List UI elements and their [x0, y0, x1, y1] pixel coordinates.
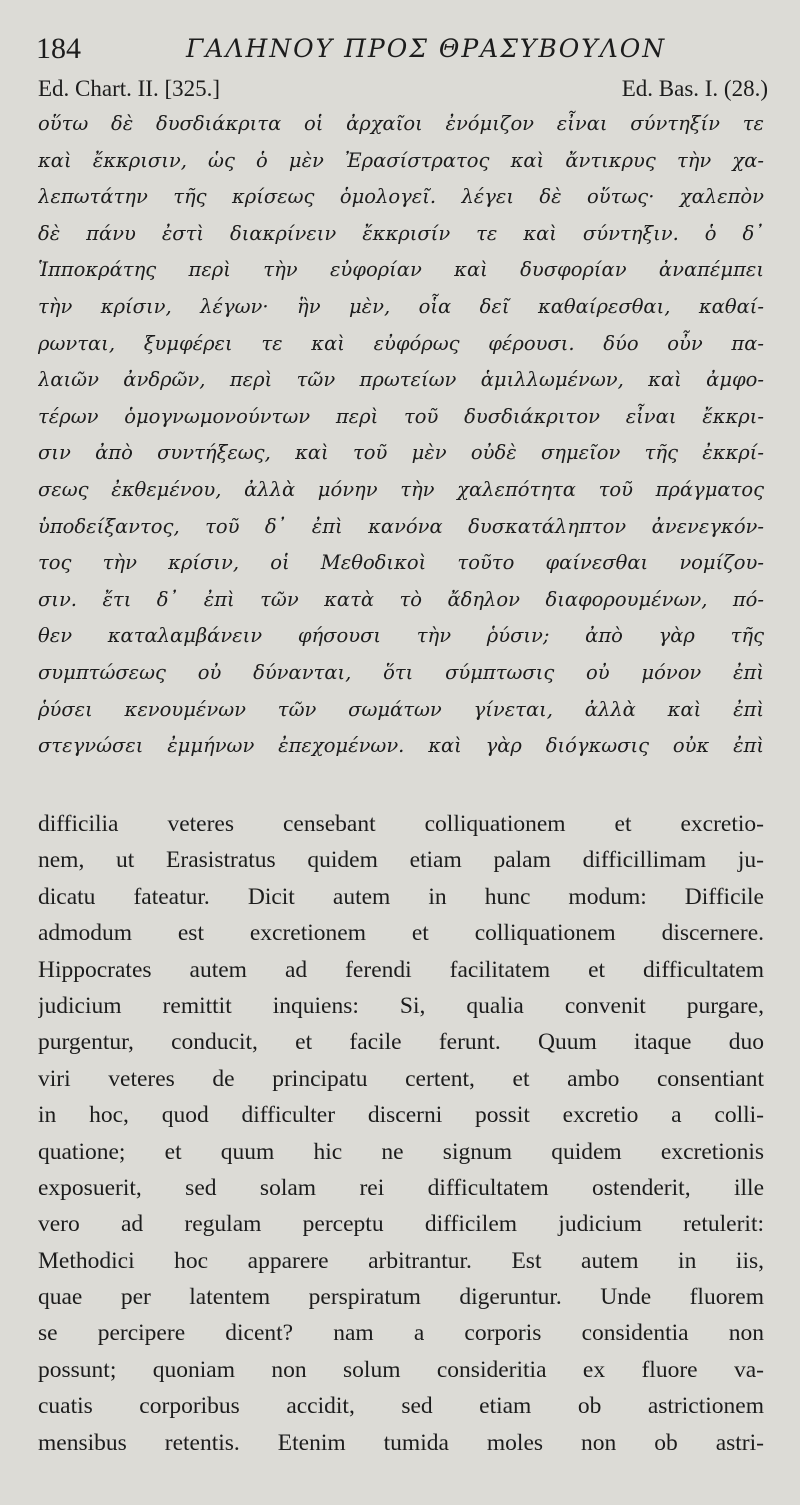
greek-text-line: συμπτώσεως οὐ δύνανται, ὅτι σύμπτωσις οὐ μόνον ἐπὶ: [38, 660, 764, 684]
latin-text-line: se percipere dicent? nam a corporis considentia non: [38, 1320, 764, 1347]
greek-text-line: σεως ἐκθεμένου, ἀλλὰ μόνην τὴν χαλεπότητα τοῦ πράγματος: [38, 477, 764, 501]
greek-text-line: Ἱπποκράτης περὶ τὴν εὐφορίαν καὶ δυσφορίαν ἀναπέμπει: [38, 258, 764, 282]
latin-text-line: dicatu fateatur. Dicit autem in hunc modum: Difficile: [38, 883, 764, 910]
latin-text-line: nem, ut Erasistratus quidem etiam palam difficillimam ju-: [38, 847, 764, 874]
greek-text-line: σιν ἀπὸ συντήξεως, καὶ τοῦ μὲν οὐδὲ σημεῖον τῆς ἐκκρί-: [38, 441, 764, 465]
greek-text-line: οὕτω δὲ δυσδιάκριτα οἱ ἀρχαῖοι ἐνόμιζον εἶναι σύντηξίν τε: [38, 112, 764, 135]
latin-text-line: quatione; et quum hic ne signum quidem excretionis: [38, 1138, 764, 1165]
greek-text-line: στεγνώσει ἐμμήνων ἐπεχομένων. καὶ γὰρ διόγκωσις οὐκ ἐπὶ: [38, 734, 764, 758]
latin-text-line: mensibus retentis. Etenim tumida moles non ob astri-: [38, 1429, 764, 1456]
greek-text-line: δὲ πάνυ ἐστὶ διακρίνειν ἔκκρισίν τε καὶ σύντηξιν. ὁ δ᾽: [38, 221, 764, 245]
latin-text-line: purgentur, conducit, et facile ferunt. Quum itaque duo: [38, 1029, 764, 1056]
greek-text-line: λεπωτάτην τῆς κρίσεως ὁμολογεῖ. λέγει δὲ οὕτως· χαλεπὸν: [38, 185, 764, 209]
running-title: ΓΑΛΗΝΟΥ ΠΡΟΣ ΘΡΑΣΥΒΟΥΛΟΝ: [186, 34, 667, 63]
greek-text-block: [38, 106, 764, 765]
latin-text-line: difficilia veteres censebant colliquationem et excretio-: [38, 811, 764, 837]
latin-text-line: Methodici hoc apparere arbitrantur. Est autem in iis,: [38, 1247, 764, 1274]
edition-references: [38, 76, 768, 106]
latin-text-line: judicium remittit inquiens: Si, qualia convenit purgare,: [38, 992, 764, 1019]
edition-reference-basel: Ed. Bas. I. (28.): [621, 76, 768, 101]
latin-text-line: exposuerit, sed solam rei difficultatem ostenderit, ille: [38, 1174, 764, 1201]
latin-text-line: viri veteres de principatu certent, et ambo consentiant: [38, 1065, 764, 1092]
latin-text-line: in hoc, quod difficulter discerni possit excretio a colli-: [38, 1102, 764, 1129]
page-header: [36, 32, 776, 72]
latin-text-line: possunt; quoniam non solum consideritia ex fluore va-: [38, 1356, 764, 1383]
greek-text-line: καὶ ἔκκρισιν, ὡς ὁ μὲν Ἐρασίστρατος καὶ ἄντικρυς τὴν χα-: [38, 148, 764, 172]
greek-text-line: ῥύσει κενουμένων τῶν σωμάτων γίνεται, ἀλλὰ καὶ ἐπὶ: [38, 697, 764, 721]
greek-text-line: ρωνται, ξυμφέρει τε καὶ εὐφόρως φέρουσι. δύο οὖν πα-: [38, 331, 764, 355]
latin-translation-block: [38, 806, 764, 1461]
greek-text-line: τὴν κρίσιν, λέγων· ἣν μὲν, οἷα δεῖ καθαίρεσθαι, καθαί-: [38, 294, 764, 318]
greek-text-line: ὑποδείξαντος, τοῦ δ᾽ ἐπὶ κανόνα δυσκατάληπτον ἀνενεγκόν-: [38, 514, 764, 538]
latin-text-line: Hippocrates autem ad ferendi facilitatem et difficultatem: [38, 956, 764, 983]
latin-text-line: vero ad regulam perceptu difficilem judicium retulerit:: [38, 1211, 764, 1238]
greek-text-line: λαιῶν ἀνδρῶν, περὶ τῶν πρωτείων ἁμιλλωμένων, καὶ ἀμφο-: [38, 368, 764, 392]
page-number: 184: [36, 32, 81, 65]
greek-text-line: τος τὴν κρίσιν, οἱ Μεθοδικοὶ τοῦτο φαίνεσθαι νομίζου-: [38, 551, 764, 575]
latin-text-line: cuatis corporibus accidit, sed etiam ob astrictionem: [38, 1393, 764, 1420]
latin-text-line: quae per latentem perspiratum digeruntur. Unde fluorem: [38, 1284, 764, 1311]
greek-text-line: τέρων ὁμογνωμονούντων περὶ τοῦ δυσδιάκριτον εἶναι ἔκκρι-: [38, 404, 764, 428]
greek-text-line: θεν καταλαμβάνειν φήσουσι τὴν ῥύσιν; ἀπὸ γὰρ τῆς: [38, 624, 764, 648]
greek-text-line: σιν. ἔτι δ᾽ ἐπὶ τῶν κατὰ τὸ ἄδηλον διαφορουμένων, πό-: [38, 587, 764, 611]
latin-text-line: admodum est excretionem et colliquationem discernere.: [38, 920, 764, 947]
edition-reference-chartier: Ed. Chart. II. [325.]: [38, 76, 221, 101]
